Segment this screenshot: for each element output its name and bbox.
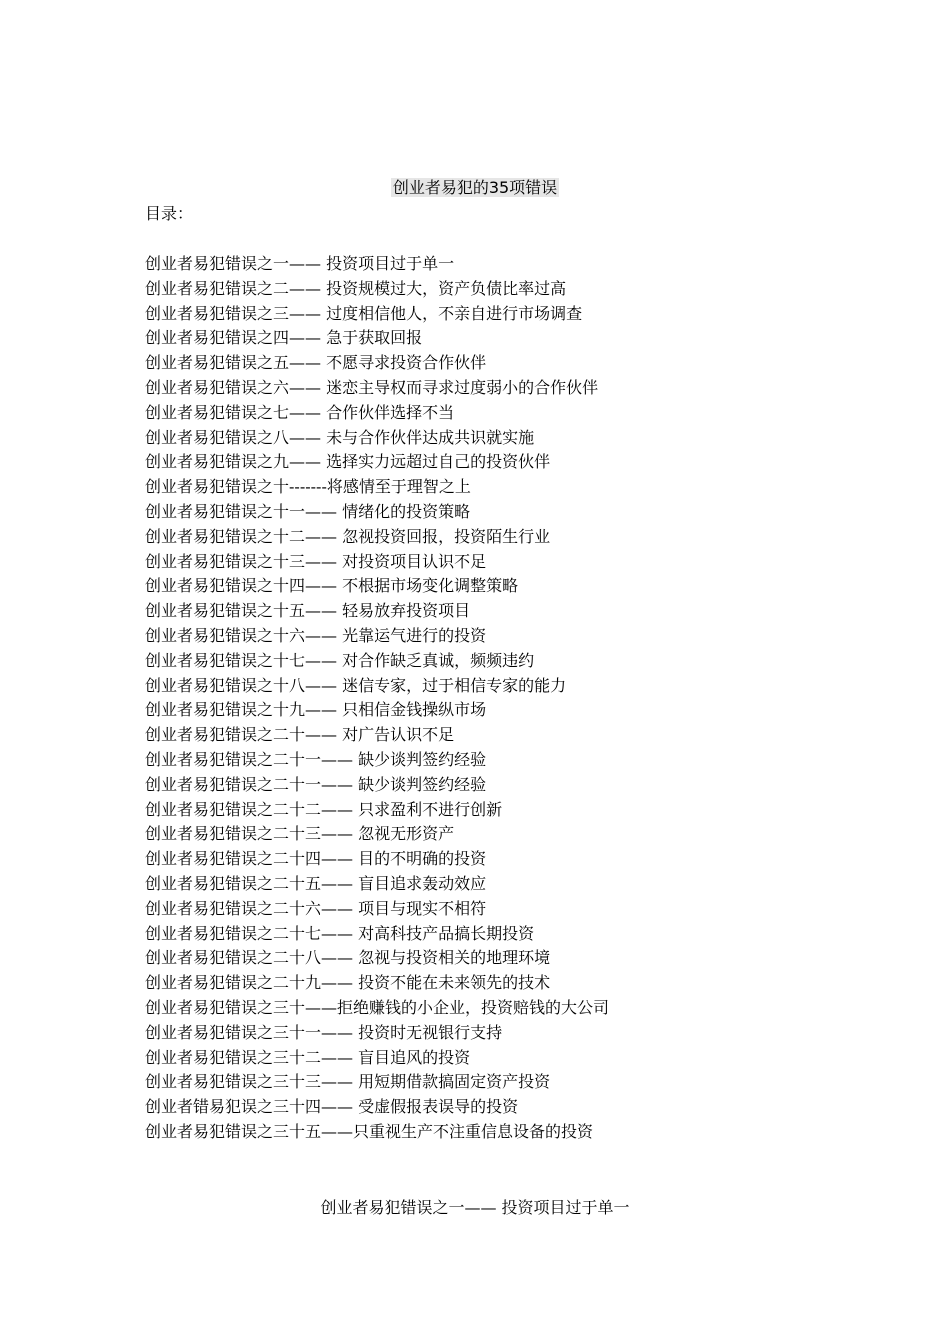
toc-item: 创业者易犯错误之十二—— 忽视投资回报，投资陌生行业	[145, 526, 551, 546]
document-title-text: 创业者易犯的35项错误	[392, 178, 558, 197]
toc-item: 创业者易犯错误之一—— 投资项目过于单一	[145, 254, 455, 273]
toc-item: 创业者易犯错误之二十一—— 缺少谈判签约经验	[145, 774, 487, 794]
toc-item: 创业者易犯错误之七—— 合作伙伴选择不当	[145, 402, 455, 422]
toc-item: 创业者易犯错误之十三—— 对投资项目认识不足	[145, 551, 487, 571]
toc-item: 创业者易犯错误之十六—— 光靠运气进行的投资	[145, 625, 487, 645]
toc-item: 创业者易犯错误之六—— 迷恋主导权而寻求过度弱小的合作伙伴	[145, 377, 599, 397]
toc-item: 创业者易犯错误之三—— 过度相信他人，不亲自进行市场调查	[145, 303, 583, 323]
section-heading: 创业者易犯错误之一—— 投资项目过于单一	[320, 1198, 630, 1217]
toc-label: 目录：	[145, 204, 194, 223]
toc-item: 创业者易犯错误之十-------将感情至于理智之上	[145, 477, 471, 497]
toc-item: 创业者易犯错误之二十八—— 忽视与投资相关的地理环境	[145, 948, 551, 968]
toc-item: 创业者易犯错误之二十二—— 只求盈利不进行创新	[145, 799, 503, 819]
toc-item: 创业者易犯错误之二—— 投资规模过大，资产负债比率过高	[145, 278, 567, 298]
toc-item: 创业者易犯错误之五—— 不愿寻求投资合作伙伴	[145, 353, 487, 373]
toc-item: 创业者易犯错误之二十九—— 投资不能在未来领先的技术	[145, 973, 551, 993]
toc-item: 创业者易犯错误之十四—— 不根据市场变化调整策略	[145, 576, 519, 596]
toc-item: 创业者易犯错误之三十——拒绝赚钱的小企业，投资赔钱的大公司	[145, 997, 610, 1017]
toc-item: 创业者易犯错误之二十四—— 目的不明确的投资	[145, 849, 487, 869]
toc-item: 创业者易犯错误之三十五——只重视生产不注重信息设备的投资	[145, 1121, 594, 1141]
toc-item: 创业者错易犯误之三十四—— 受虚假报表误导的投资	[145, 1097, 519, 1117]
toc-item: 创业者易犯错误之二十一—— 缺少谈判签约经验	[145, 749, 487, 769]
toc-item: 创业者易犯错误之二十七—— 对高科技产品搞长期投资	[145, 923, 535, 943]
toc-item: 创业者易犯错误之十九—— 只相信金钱操纵市场	[145, 700, 487, 720]
toc-item: 创业者易犯错误之十一—— 情绪化的投资策略	[145, 501, 471, 521]
toc-item: 创业者易犯错误之二十五—— 盲目追求轰动效应	[145, 873, 487, 893]
toc-item: 创业者易犯错误之三十一—— 投资时无视银行支持	[145, 1022, 503, 1042]
document-title	[0, 176, 950, 200]
toc-item: 创业者易犯错误之四—— 急于获取回报	[145, 328, 423, 348]
toc-item: 创业者易犯错误之十七—— 对合作缺乏真诚，频频违约	[145, 650, 535, 670]
toc-item: 创业者易犯错误之十八—— 迷信专家，过于相信专家的能力	[145, 675, 567, 695]
toc-item: 创业者易犯错误之十五—— 轻易放弃投资项目	[145, 601, 471, 621]
toc-item: 创业者易犯错误之九—— 选择实力远超过自己的投资伙伴	[145, 452, 551, 472]
toc-item: 创业者易犯错误之三十三—— 用短期借款搞固定资产投资	[145, 1072, 551, 1092]
toc-item: 创业者易犯错误之八—— 未与合作伙伴达成共识就实施	[145, 427, 535, 447]
toc-item: 创业者易犯错误之二十六—— 项目与现实不相符	[145, 898, 487, 918]
toc-item: 创业者易犯错误之三十二—— 盲目追风的投资	[145, 1047, 471, 1067]
toc-item: 创业者易犯错误之二十—— 对广告认识不足	[145, 725, 455, 745]
table-of-contents	[145, 252, 609, 1145]
toc-item: 创业者易犯错误之二十三—— 忽视无形资产	[145, 824, 455, 844]
